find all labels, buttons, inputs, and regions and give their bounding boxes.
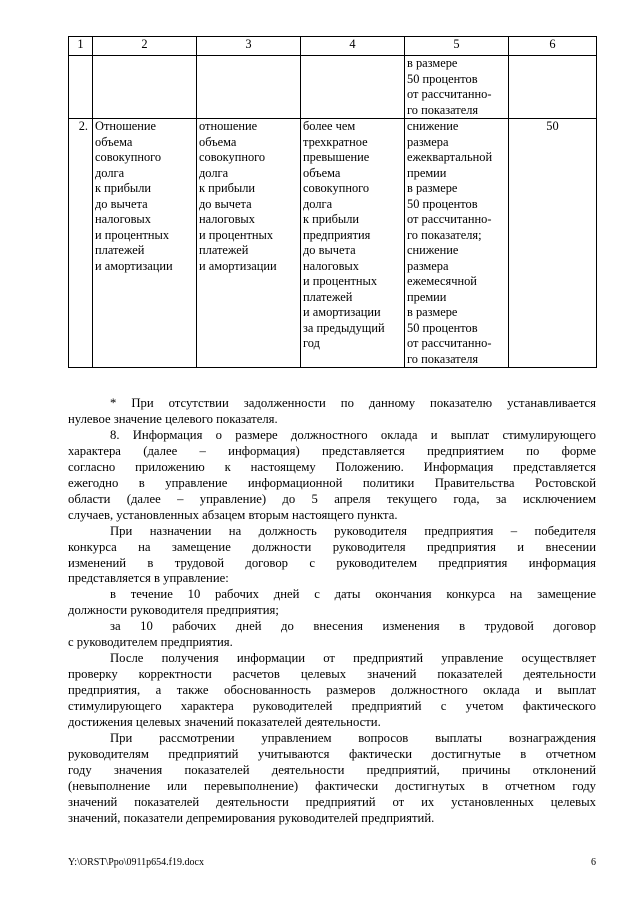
paragraph-remuneration: При рассмотрении управлением вопросов выплаты вознаграждения <box>110 731 596 746</box>
cell-line: в размере <box>407 56 458 70</box>
paragraph-8: 8. Информация о размере должностного оклада и выплат стимулирующего <box>110 427 596 442</box>
paragraph-verification: После получения информации от предприятий управление осуществляет <box>110 651 596 666</box>
continuation-cell <box>405 56 509 119</box>
paragraph-deadline-1: в течение 10 рабочих дней с даты окончания конкурса на замещение <box>110 587 596 602</box>
condition-cell: более чем трехкратное превышение объема совокупного долга к прибыли предприятия до вычета налоговых и процентных платежей и амортизации за предыдущий год <box>301 119 405 368</box>
target-value-cell: отношение объема совокупного долга к прибыли до вычета налоговых и процентных платежей и амортизации <box>197 119 301 368</box>
footnote-paragraph: * При отсутствии задолженности по данному показателю устанавливается <box>110 396 596 410</box>
table-header-row <box>69 37 597 56</box>
weight-cell: 50 <box>509 119 597 368</box>
header-cell: 1 <box>69 37 93 56</box>
table-row-continuation <box>69 56 597 119</box>
indicators-table <box>68 36 597 368</box>
penalty-cell: снижение размера ежеквартальной премии в размере 50 процентов от рассчитанно- го показателя; снижение размера ежемесячной премии в размере 50 процентов от рассчитанно- го показателя <box>405 119 509 368</box>
document-body: * При отсутствии задолженности по данному показателю устанавливается нулевое значение целевого показателя. 8. Информация о размере должностного оклада и выплат стимулирующего характера (далее – информация) представляется предприятием по форме согласно приложению к настоящему Положению. Информация представляется ежегодно в управление информационной политики Правительства Ростовской области (далее – управление) до 5 апреля текущего года, за исключением случаев, установленных абзацем вторым настоящего пункта. При назначении на должность руководителя предприятия – победителя конкурса на замещение должности руководителя предприятия и внесении изменений в трудовой договор с руководителем предприятия информация представляется в управление: в течение 10 рабочих дней с даты окончания конкурса на замещение должности руководителя предприятия; за 10 рабочих дней до внесения изменения в трудовой договор с руководителем предприятия. После получения информации от предприятий управление осуществляет проверку корректности расчетов целевых значений показателей деятельности предприятия, а также обоснованность размеров должностного оклада и выплат стимулирующего характера руководителей предприятий с учетом фактического достижения целевых значений показателей деятельности. При рассмотрении управлением вопросов выплаты вознаграждения руководителям предприятий учитываются фактически достигнутые в отчетном году значения показателей деятельности предприятий, причины отклонений (невыполнение или перевыполнение) фактически достигнутых в отчетном году значений показателей деятельности предприятий от их установленных целевых значений, показатели депремирования руководителей предприятий. <box>68 396 596 825</box>
page-number: 6 <box>591 857 596 868</box>
footnote-paragraph-cont: нулевое значение целевого показателя. <box>68 411 278 426</box>
header-cell: 6 <box>509 37 597 56</box>
row-number: 2. <box>69 119 93 368</box>
paragraph-deadline-2: за 10 рабочих дней до внесения изменения в трудовой договор <box>110 619 596 634</box>
indicator-name-cell: Отношение объема совокупного долга к прибыли до вычета налоговых и процентных платежей и амортизации <box>93 119 197 368</box>
table-row-2 <box>69 119 597 368</box>
cell-line: 50 процентов <box>407 71 478 86</box>
header-cell: 4 <box>301 37 405 56</box>
file-path: Y:\ORST\Ppo\0911p654.f19.docx <box>68 857 204 868</box>
header-cell: 5 <box>405 37 509 56</box>
paragraph-appointment: При назначении на должность руководителя предприятия – победителя <box>110 523 596 538</box>
cell-line: от рассчитанно- <box>407 87 492 101</box>
header-cell: 2 <box>93 37 197 56</box>
header-cell: 3 <box>197 37 301 56</box>
cell-line: го показателя <box>407 102 479 117</box>
